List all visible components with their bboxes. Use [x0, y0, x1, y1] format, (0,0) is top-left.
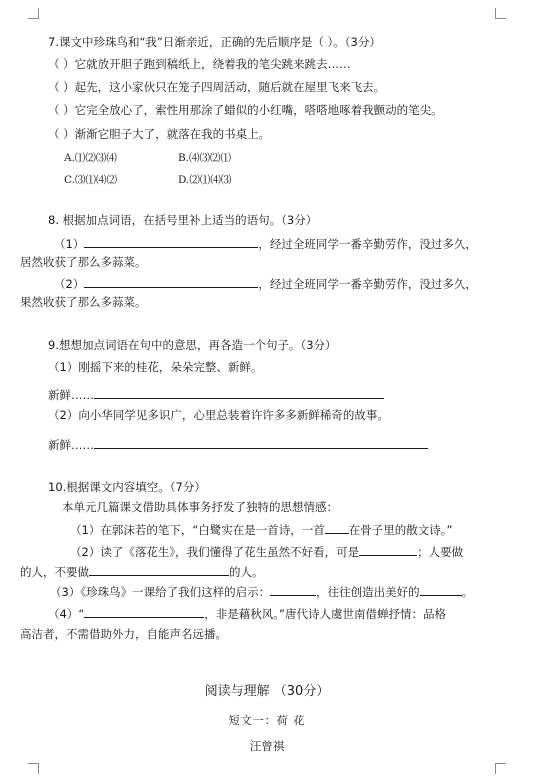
q10-text: ，非是藉秋风。”唐代诗人虞世南借蝉抒情：品格 [204, 607, 446, 621]
q10-text: ；人要做 [417, 545, 464, 559]
q10-stem: 10.根据课文内容填空。（7分） [48, 480, 206, 494]
q7-item: （ ）它就放开胆子跑到稿纸上，绕着我的笔尖跳来跳去…… [48, 57, 351, 71]
q9-answer-line [48, 386, 384, 403]
q10-text: （3）《珍珠鸟》一课给了我们这样的启示： [50, 585, 271, 599]
q8-item-number: （2） [54, 277, 85, 291]
answer-blank[interactable] [325, 521, 349, 534]
page-corner-mark [28, 8, 39, 19]
q10-line: 高洁者，不需借助外力，自能声名远播。 [20, 627, 227, 641]
answer-blank[interactable] [84, 605, 204, 618]
reading-section-title: 阅读与理解 （30分） [204, 684, 330, 699]
answer-blank[interactable] [84, 235, 258, 248]
q8-item-text: ，经过全班同学一番辛勤劳作，没过多久， [258, 237, 477, 251]
q8-line [54, 235, 477, 252]
q7-option-a: A.⑴⑵⑶⑷ [64, 152, 117, 164]
q7-item: （ ）它完全放心了，索性用那涂了蜡似的小红嘴，嗒嗒地啄着我颤动的笔尖。 [48, 103, 443, 117]
answer-blank[interactable] [84, 275, 258, 288]
q8-item-number: （1） [54, 237, 85, 251]
q9-answer-prefix: 新鲜…… [48, 438, 94, 452]
q7-item: （ ）起先，这小家伙只在笼子四周活动，随后就在屋里飞来飞去。 [48, 80, 386, 94]
answer-blank[interactable] [359, 543, 417, 556]
q10-line [70, 543, 463, 560]
q10-text: （2）读了《落花生》，我们懂得了花生虽然不好看，可是 [70, 545, 360, 559]
q10-text: 在骨子里的散文诗。” [348, 523, 453, 537]
q10-line [48, 605, 446, 622]
q8-stem: 8. 根据加点词语，在括号里补上适当的语句。（3分） [48, 213, 318, 227]
page-corner-mark [495, 763, 506, 774]
q10-text: ，往往创造出美好的 [316, 585, 420, 599]
q9-answer-line [48, 436, 428, 453]
reading-passage-author: 汪曾祺 [249, 739, 285, 753]
q8-item-text: ，经过全班同学一番辛勤劳作，没过多久， [258, 277, 477, 291]
page-corner-mark [28, 763, 39, 774]
q10-text: 的人。 [229, 565, 264, 579]
q9-sentence: （1）刚摇下来的桂花，朵朵完整、新鲜。 [48, 360, 263, 374]
q7-option-d: D.⑵⑴⑷⑶ [178, 174, 232, 186]
q10-line [50, 583, 473, 600]
q7-option-b: B.⑷⑶⑵⑴ [178, 152, 232, 164]
answer-blank[interactable] [89, 563, 229, 576]
page-corner-mark [495, 8, 506, 19]
q10-text: （4）“ [48, 607, 85, 621]
q9-stem: 9.想想加点词语在句中的意思，再各造一个句子。（3分） [48, 338, 337, 352]
q7-option-c: C.⑶⑴⑷⑵ [64, 174, 117, 186]
answer-blank[interactable] [270, 583, 316, 596]
answer-blank[interactable] [94, 436, 428, 449]
q7-stem: 7.课文中珍珠鸟和“我”日渐亲近，正确的先后顺序是（ ）。（3分） [48, 35, 381, 49]
q10-line [20, 563, 264, 580]
q7-item: （ ）渐渐它胆子大了，就落在我的书桌上。 [48, 127, 271, 141]
q8-line [54, 275, 477, 292]
q9-sentence: （2）向小华同学见多识广，心里总装着许许多多新鲜稀奇的故事。 [48, 408, 389, 422]
answer-blank[interactable] [420, 583, 462, 596]
q10-text: （1）在郭沫若的笔下，“白鹭实在是一首诗，一首 [70, 523, 325, 537]
q8-continuation: 居然收获了那么多蒜菜。 [20, 255, 147, 269]
q10-text: 。 [461, 585, 474, 599]
q10-line [70, 521, 453, 538]
q8-continuation: 果然收获了那么多蒜菜。 [20, 295, 147, 309]
q10-intro: 本单元几篇课文借助具体事务抒发了独特的思想情感： [62, 500, 338, 514]
reading-passage-title: 短文一：荷 花 [228, 714, 306, 727]
q10-text: 的人，不要做 [20, 565, 89, 579]
q9-answer-prefix: 新鲜…… [48, 388, 94, 402]
answer-blank[interactable] [94, 386, 384, 399]
